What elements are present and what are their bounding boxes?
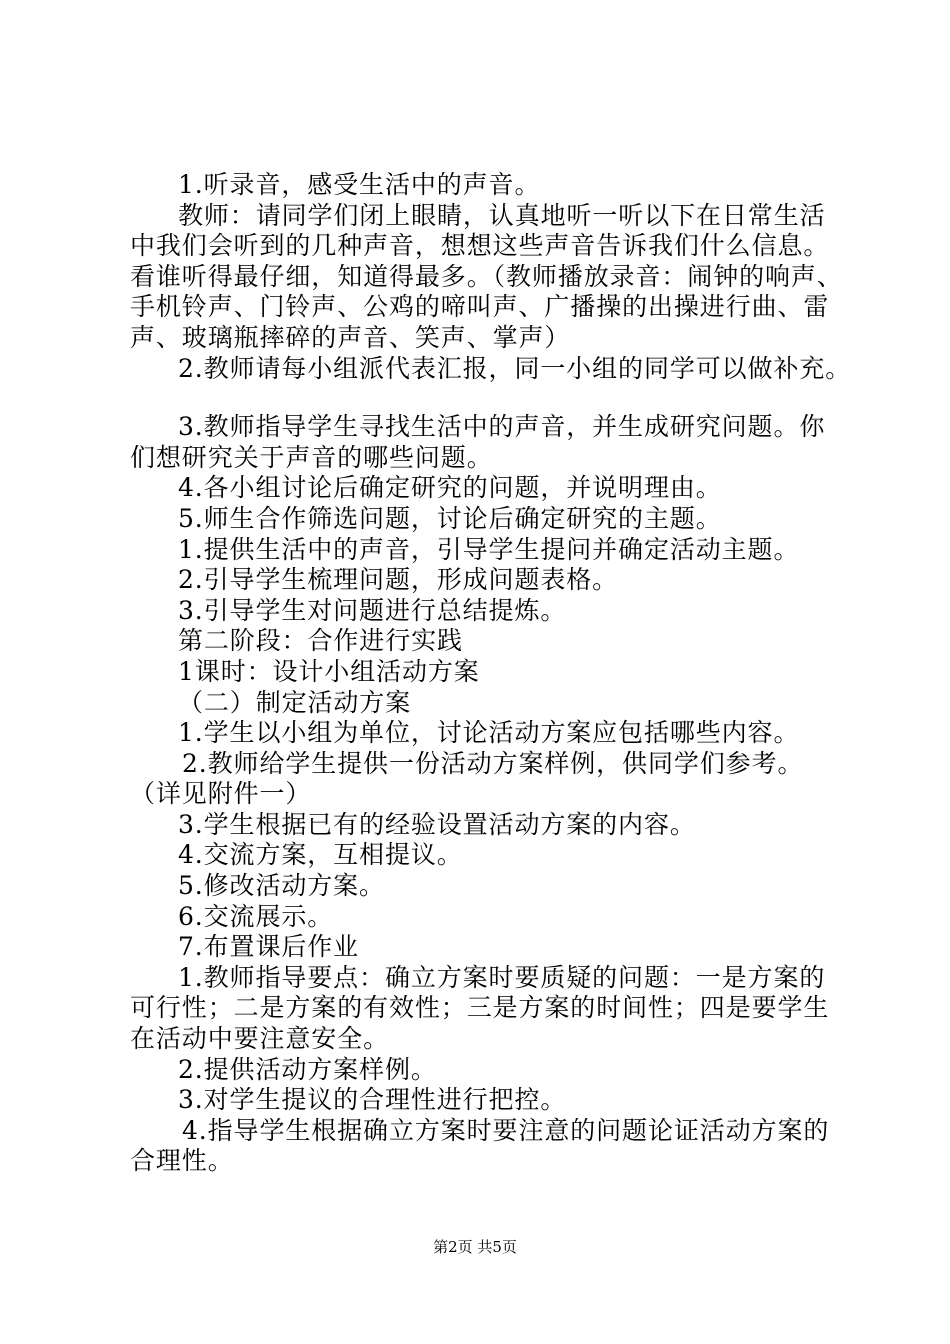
text-line: 在活动中要注意安全。 — [130, 1024, 390, 1054]
document-body — [130, 170, 850, 1177]
text-line: 4.指导学生根据确立方案时要注意的问题论证活动方案的 — [182, 1115, 830, 1145]
text-line: 4.各小组讨论后确定研究的问题，并说明理由。 — [178, 473, 722, 503]
page-number: 第2页 共5页 — [433, 1238, 517, 1256]
text-line: 6.交流展示。 — [178, 901, 334, 931]
text-line: 1.教师指导要点：确立方案时要质疑的问题：一是方案的 — [178, 962, 826, 992]
text-line: 7.布置课后作业 — [178, 932, 360, 962]
text-line: 5.师生合作筛选问题，讨论后确定研究的主题。 — [178, 503, 722, 533]
text-line: 3.对学生提议的合理性进行把控。 — [178, 1085, 567, 1115]
text-line: 1.学生以小组为单位，讨论活动方案应包括哪些内容。 — [178, 718, 800, 748]
text-line: 1.提供生活中的声音，引导学生提问并确定活动主题。 — [178, 534, 800, 564]
paragraph-gap — [130, 384, 850, 412]
text-line: 3.学生根据已有的经验设置活动方案的内容。 — [178, 809, 696, 839]
text-line: 教师：请同学们闭上眼睛，认真地听一听以下在日常生活 — [178, 200, 826, 230]
text-line: 5.修改活动方案。 — [178, 871, 385, 901]
text-line: 1.听录音，感受生活中的声音。 — [178, 170, 541, 199]
text-line: 声、玻璃瓶摔碎的声音、笑声、掌声） — [130, 322, 571, 352]
text-line: 们想研究关于声音的哪些问题。 — [130, 442, 493, 472]
text-line: 看谁听得最仔细，知道得最多。（教师播放录音：闹钟的响声、 — [130, 261, 843, 291]
text-line: 手机铃声、门铃声、公鸡的啼叫声、广播操的出操进行曲、雷 — [130, 292, 830, 322]
subsection-heading: （二）制定活动方案 — [178, 687, 412, 717]
text-line: 2.引导学生梳理问题，形成问题表格。 — [178, 565, 619, 595]
text-line: 可行性；二是方案的有效性；三是方案的时间性；四是要学生 — [130, 993, 830, 1023]
text-line: 1课时：设计小组活动方案 — [178, 656, 480, 686]
text-line: 3.引导学生对问题进行总结提炼。 — [178, 595, 567, 625]
text-line: 中我们会听到的几种声音，想想这些声音告诉我们什么信息。 — [130, 231, 830, 261]
text-line: 2.提供活动方案样例。 — [178, 1054, 437, 1084]
text-line: 4.交流方案，互相提议。 — [178, 840, 463, 870]
text-line: 2.教师请每小组派代表汇报，同一小组的同学可以做补充。 — [178, 353, 852, 383]
section-heading: 第二阶段：合作进行实践 — [178, 626, 463, 656]
text-line: 3.教师指导学生寻找生活中的声音，并生成研究问题。你 — [178, 412, 826, 442]
text-line: （详见附件一） — [130, 779, 312, 809]
text-line: 合理性。 — [130, 1146, 234, 1176]
text-line: 2.教师给学生提供一份活动方案样例，供同学们参考。 — [182, 748, 804, 778]
